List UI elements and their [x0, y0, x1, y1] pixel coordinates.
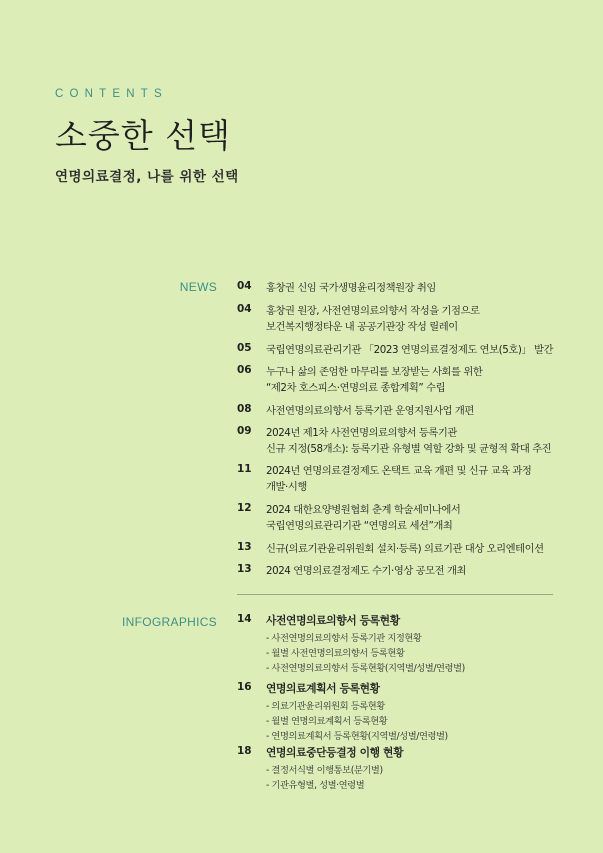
entry-subitems: [266, 699, 566, 744]
entry-subitems: [266, 631, 566, 676]
page-number: 13: [237, 563, 252, 575]
contents-header: [55, 88, 239, 185]
subitem: - 의료기관윤리위원회 등록현황: [266, 701, 385, 712]
page-number: 16: [237, 681, 252, 693]
subitem: - 기관유형별, 성별·연령별: [266, 780, 365, 791]
entry-title: 연명의료계획서 등록현황: [266, 682, 380, 695]
page-number: 08: [237, 403, 252, 415]
entry-title: 2024 연명의료결정제도 수기·영상 공모전 개최: [266, 565, 466, 577]
entry-subitems: [266, 763, 566, 793]
news-section-label: NEWS: [179, 280, 217, 294]
entry-title: 누구나 삶의 존엄한 마무리를 보장받는 사회를 위한 “제2차 호스피스·연명의료 종합계획” 수립: [266, 366, 483, 394]
subitem: - 사전연명의료의향서 등록기관 지정현황: [266, 633, 422, 644]
subitem: - 연명의료계획서 등록현황(지역별/성별/연령별): [266, 731, 448, 742]
entry-title: 홍창권 신임 국가생명윤리정책원장 취임: [266, 282, 436, 294]
subitem: - 월별 연명의료계획서 등록현황: [266, 716, 388, 727]
page-number: 12: [237, 502, 252, 514]
contents-kicker: CONTENTS: [55, 88, 168, 100]
page-number: 05: [237, 342, 252, 354]
page-number: 09: [237, 425, 252, 437]
page-subtitle: 연명의료결정, 나를 위한 선택: [55, 169, 239, 185]
page-number: 18: [237, 745, 252, 757]
subitem: - 월별 사전연명의료의향서 등록현황: [266, 648, 405, 659]
section-divider: [237, 594, 553, 595]
page-number: 11: [237, 463, 252, 475]
subitem: - 결정서식별 이행통보(분기별): [266, 765, 383, 776]
page-number: 04: [237, 280, 252, 292]
entry-title: 사전연명의료의향서 등록기관 운영지원사업 개편: [266, 405, 474, 417]
entry-title: 2024년 제1차 사전연명의료의향서 등록기관 신규 지정(58개소): 등록기관 유형별 역할 강화 및 균형적 확대 추진: [266, 427, 552, 455]
page-number: 06: [237, 364, 252, 376]
page-number: 14: [237, 613, 252, 625]
entry-title: 연명의료중단등결정 이행 현황: [266, 746, 404, 759]
entry-title: 신규(의료기관윤리위원회 설치·등록) 의료기관 대상 오리엔테이션: [266, 543, 544, 555]
subitem: - 사전연명의료의향서 등록현황(지역별/성별/연령별): [266, 663, 465, 674]
entry-title: 2024 대한요양병원협회 춘계 학술세미나에서 국립연명의료관리기관 “연명의료 세션”개최: [266, 504, 461, 532]
entry-title: 홍창권 원장, 사전연명의료의향서 작성을 기점으로 보건복지행정타운 내 공공기관장 작성 릴레이: [266, 305, 480, 333]
page-number: 04: [237, 303, 252, 315]
entry-title: 국립연명의료관리기관 「2023 연명의료결정제도 연보(5호)」 발간: [266, 344, 554, 356]
page-number: 13: [237, 541, 252, 553]
infographics-section-label: INFOGRAPHICS: [122, 615, 217, 629]
entry-title: 2024년 연명의료결정제도 온택트 교육 개편 및 신규 교육 과정 개발·시행: [266, 465, 532, 493]
page-title: 소중한 선택: [55, 116, 231, 155]
entry-title: 사전연명의료의향서 등록현황: [266, 614, 400, 627]
